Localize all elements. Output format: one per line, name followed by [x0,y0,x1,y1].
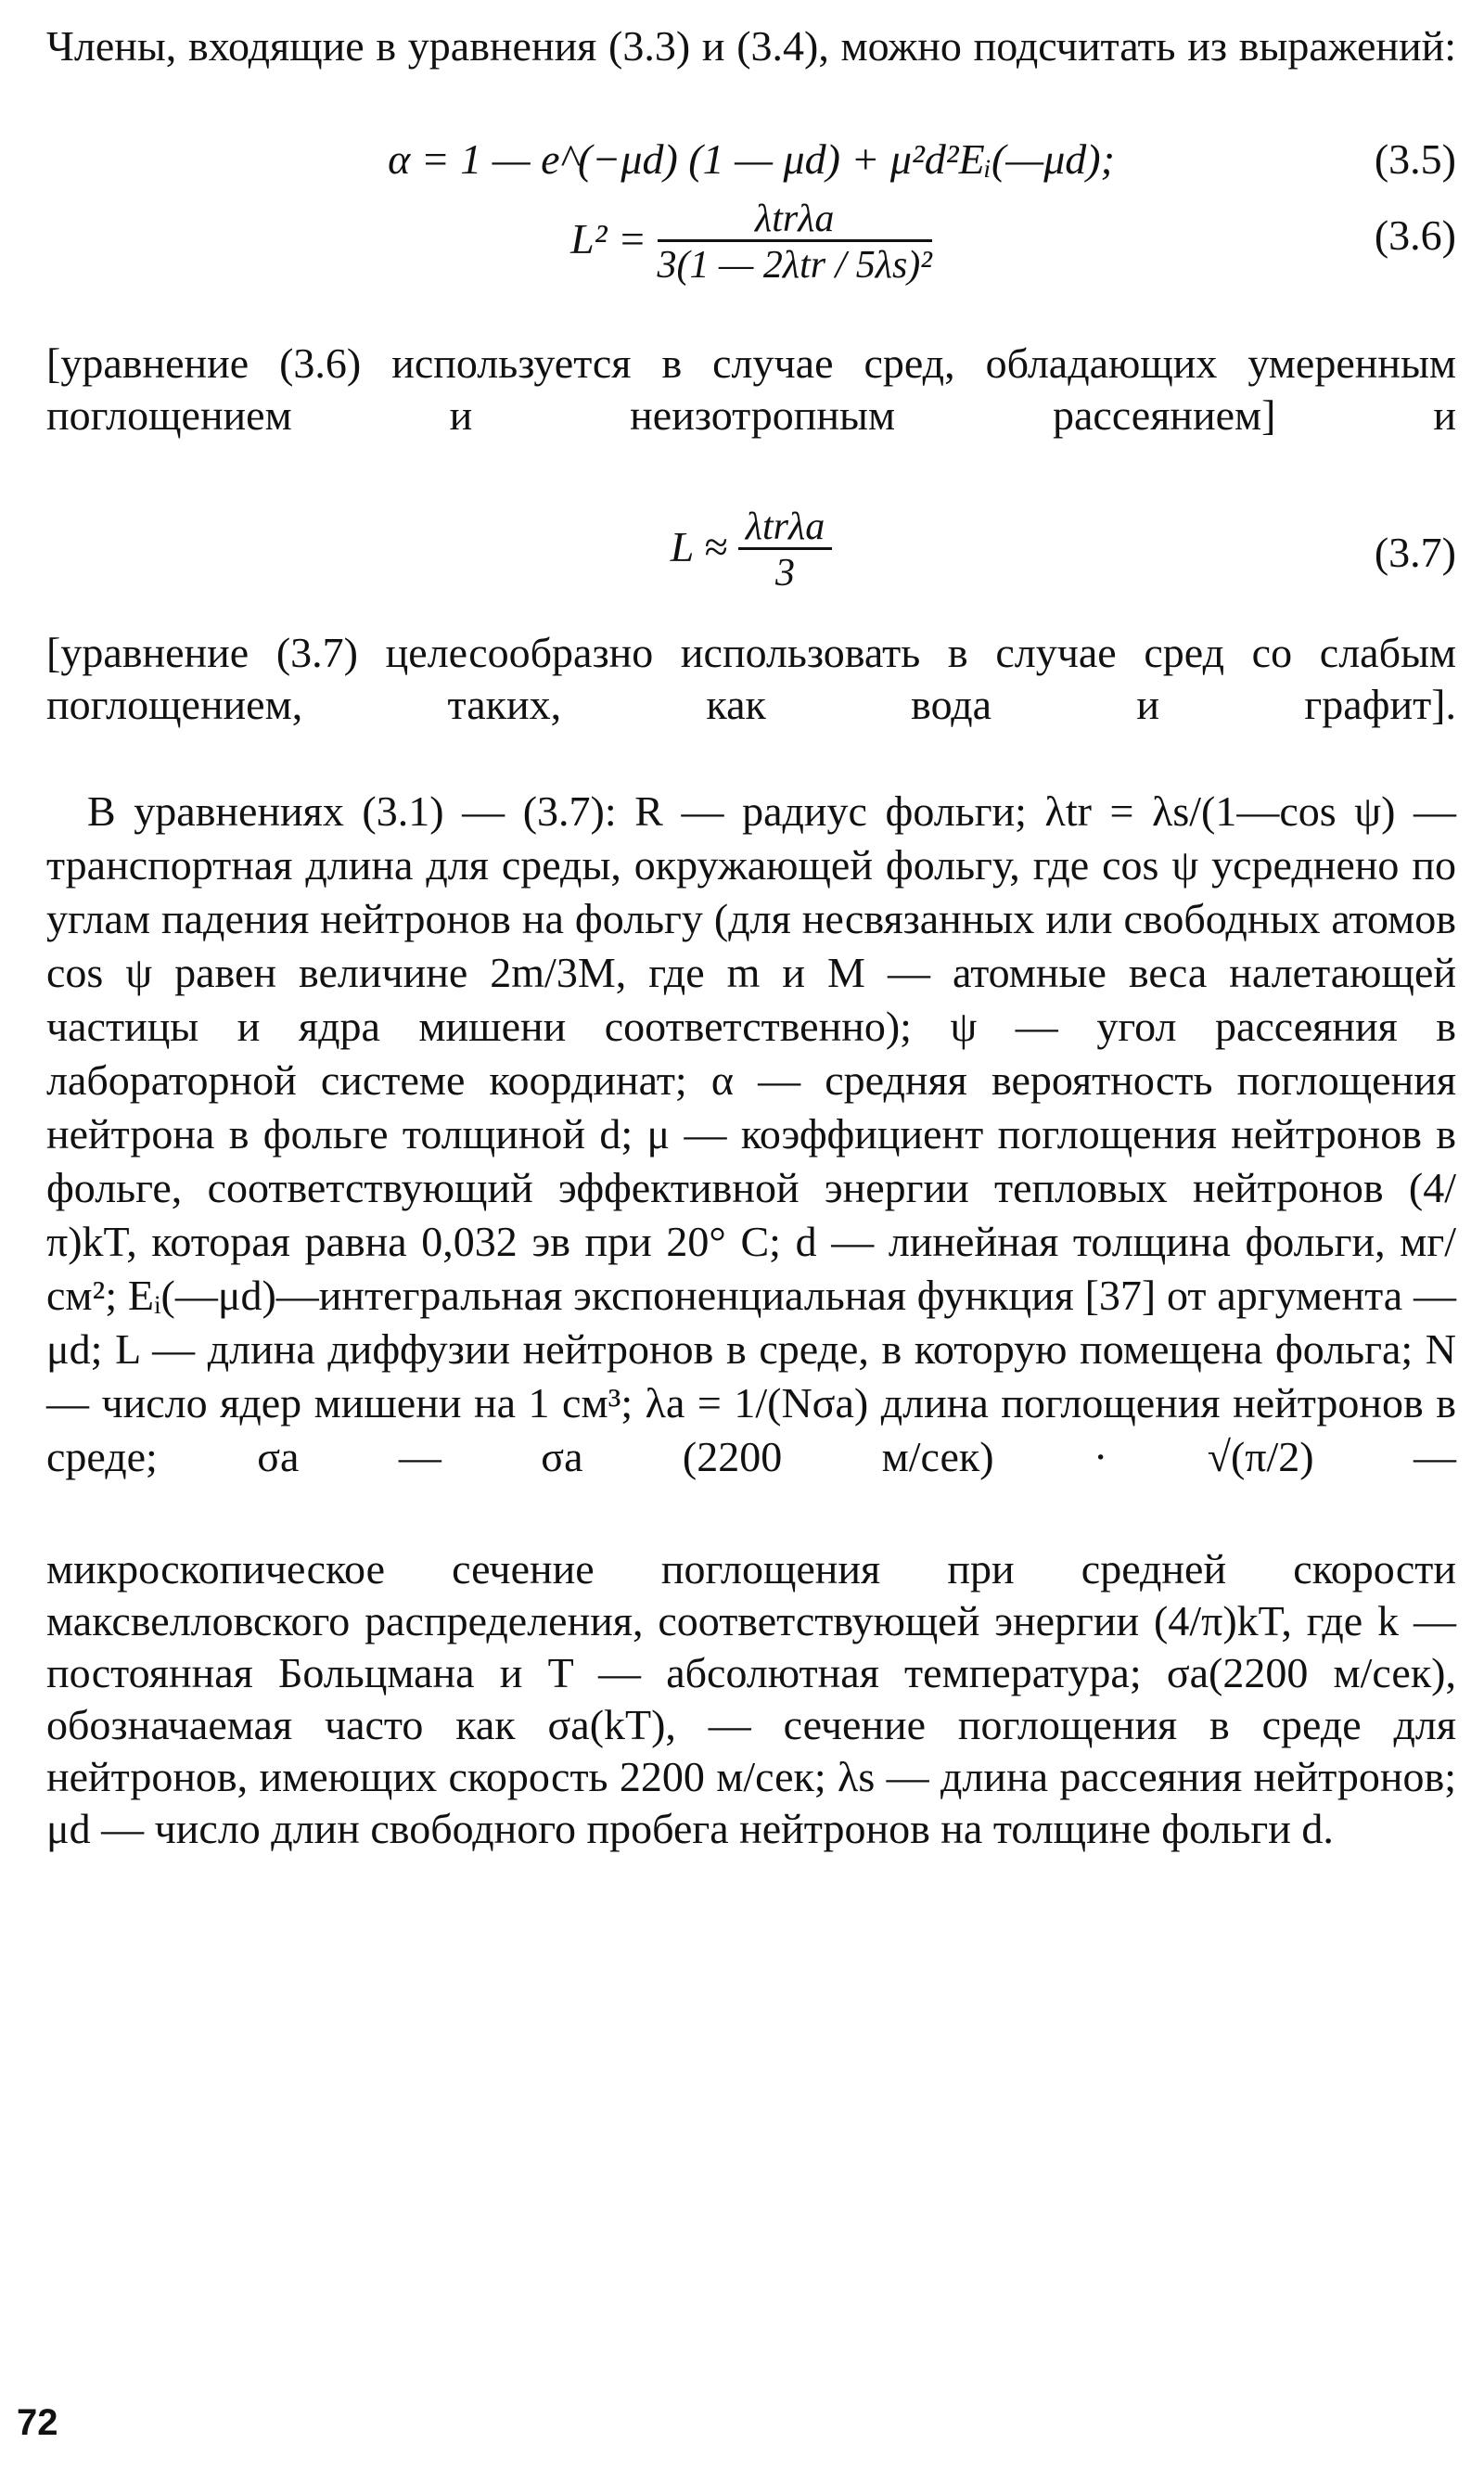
note-3-6-paragraph: [уравнение (3.6) используется в случае сред, обладающих умеренным поглощением и неизотропным рассеянием] и [46,339,1456,439]
equation-3-5 [46,132,1456,187]
equation-3-6-lhs: L² = [570,215,647,263]
equation-3-6-numerator: λtrλa [658,198,932,242]
equation-3-5-number: (3.5) [1374,135,1456,183]
equation-3-7 [46,506,1456,618]
equation-3-6 [46,193,1456,332]
equation-3-7-denominator: 3 [775,552,795,595]
equation-3-6-number: (3.6) [1374,211,1456,259]
equation-3-7-number: (3.7) [1374,529,1456,576]
definitions-paragraph-part-2: микроскопическое сечение поглощения при средней скорости максвелловского распределения, соответствующей энергии (4/π)kT, где k — постоянная Больцмана и T — абсолютная температура; σa(2200 м/сек), обозначаемая часто как σa(kT), — сечение поглощения в среде для нейтронов, имеющих скорость 2200 м/сек; λs — длина рассеяния нейтронов; μd — число длин свободного пробега нейтронов на толщине фольги d. [46,1545,1456,1852]
equation-3-7-lhs: L ≈ [670,523,728,571]
note-3-7-paragraph: [уравнение (3.7) целесообразно использовать в случае сред со слабым поглощением, таких, как вода и графит]. [46,629,1456,728]
page-number: 72 [17,2402,58,2443]
equation-3-5-body: α = 1 — e^(−μd) (1 — μd) + μ²d²Eᵢ(—μd); [388,135,1115,183]
equation-3-7-fraction [738,506,832,596]
equation-3-7-numerator: λtrλa [738,506,832,550]
definitions-paragraph-part-1: В уравнениях (3.1) — (3.7): R — радиус фольги; λtr = λs/(1—cos ψ) — транспортная длина для среды, окружающей фольгу, где cos ψ усреднено по углам падения нейтронов на фольгу (для несвязанных или свободных атомов cos ψ равен величине 2m/3M, где m и M — атомные веса налетающей частицы и ядра мишени соответственно); ψ — угол рассеяния в лабораторной системе координат; α — средняя вероятность поглощения нейтрона в фольге толщиной d; μ — коэффициент поглощения нейтронов в фольге, соответствующий эффективной энергии тепловых нейтронов (4/π)kT, которая равна 0,032 эв при 20° C; d — линейная толщина фольги, мг/см²; Eᵢ(—μd)—интегральная экспоненциальная функция [37] от аргумента —μd; L — длина диффузии нейтронов в среде, в которую помещена фольга; N — число ядер мишени на 1 см³; λa = 1/(Nσa) длина поглощения нейтронов в среде; σa — σa (2200 м/сек) · √(π/2) — [46,787,1456,1480]
intro-paragraph: Члены, входящие в уравнения (3.3) и (3.4), можно подсчитать из выражений: [46,22,1456,70]
equation-3-6-fraction [658,198,932,288]
page-content [46,20,1456,1855]
equation-3-6-denominator: 3(1 — 2λtr / 5λs)² [657,244,932,287]
